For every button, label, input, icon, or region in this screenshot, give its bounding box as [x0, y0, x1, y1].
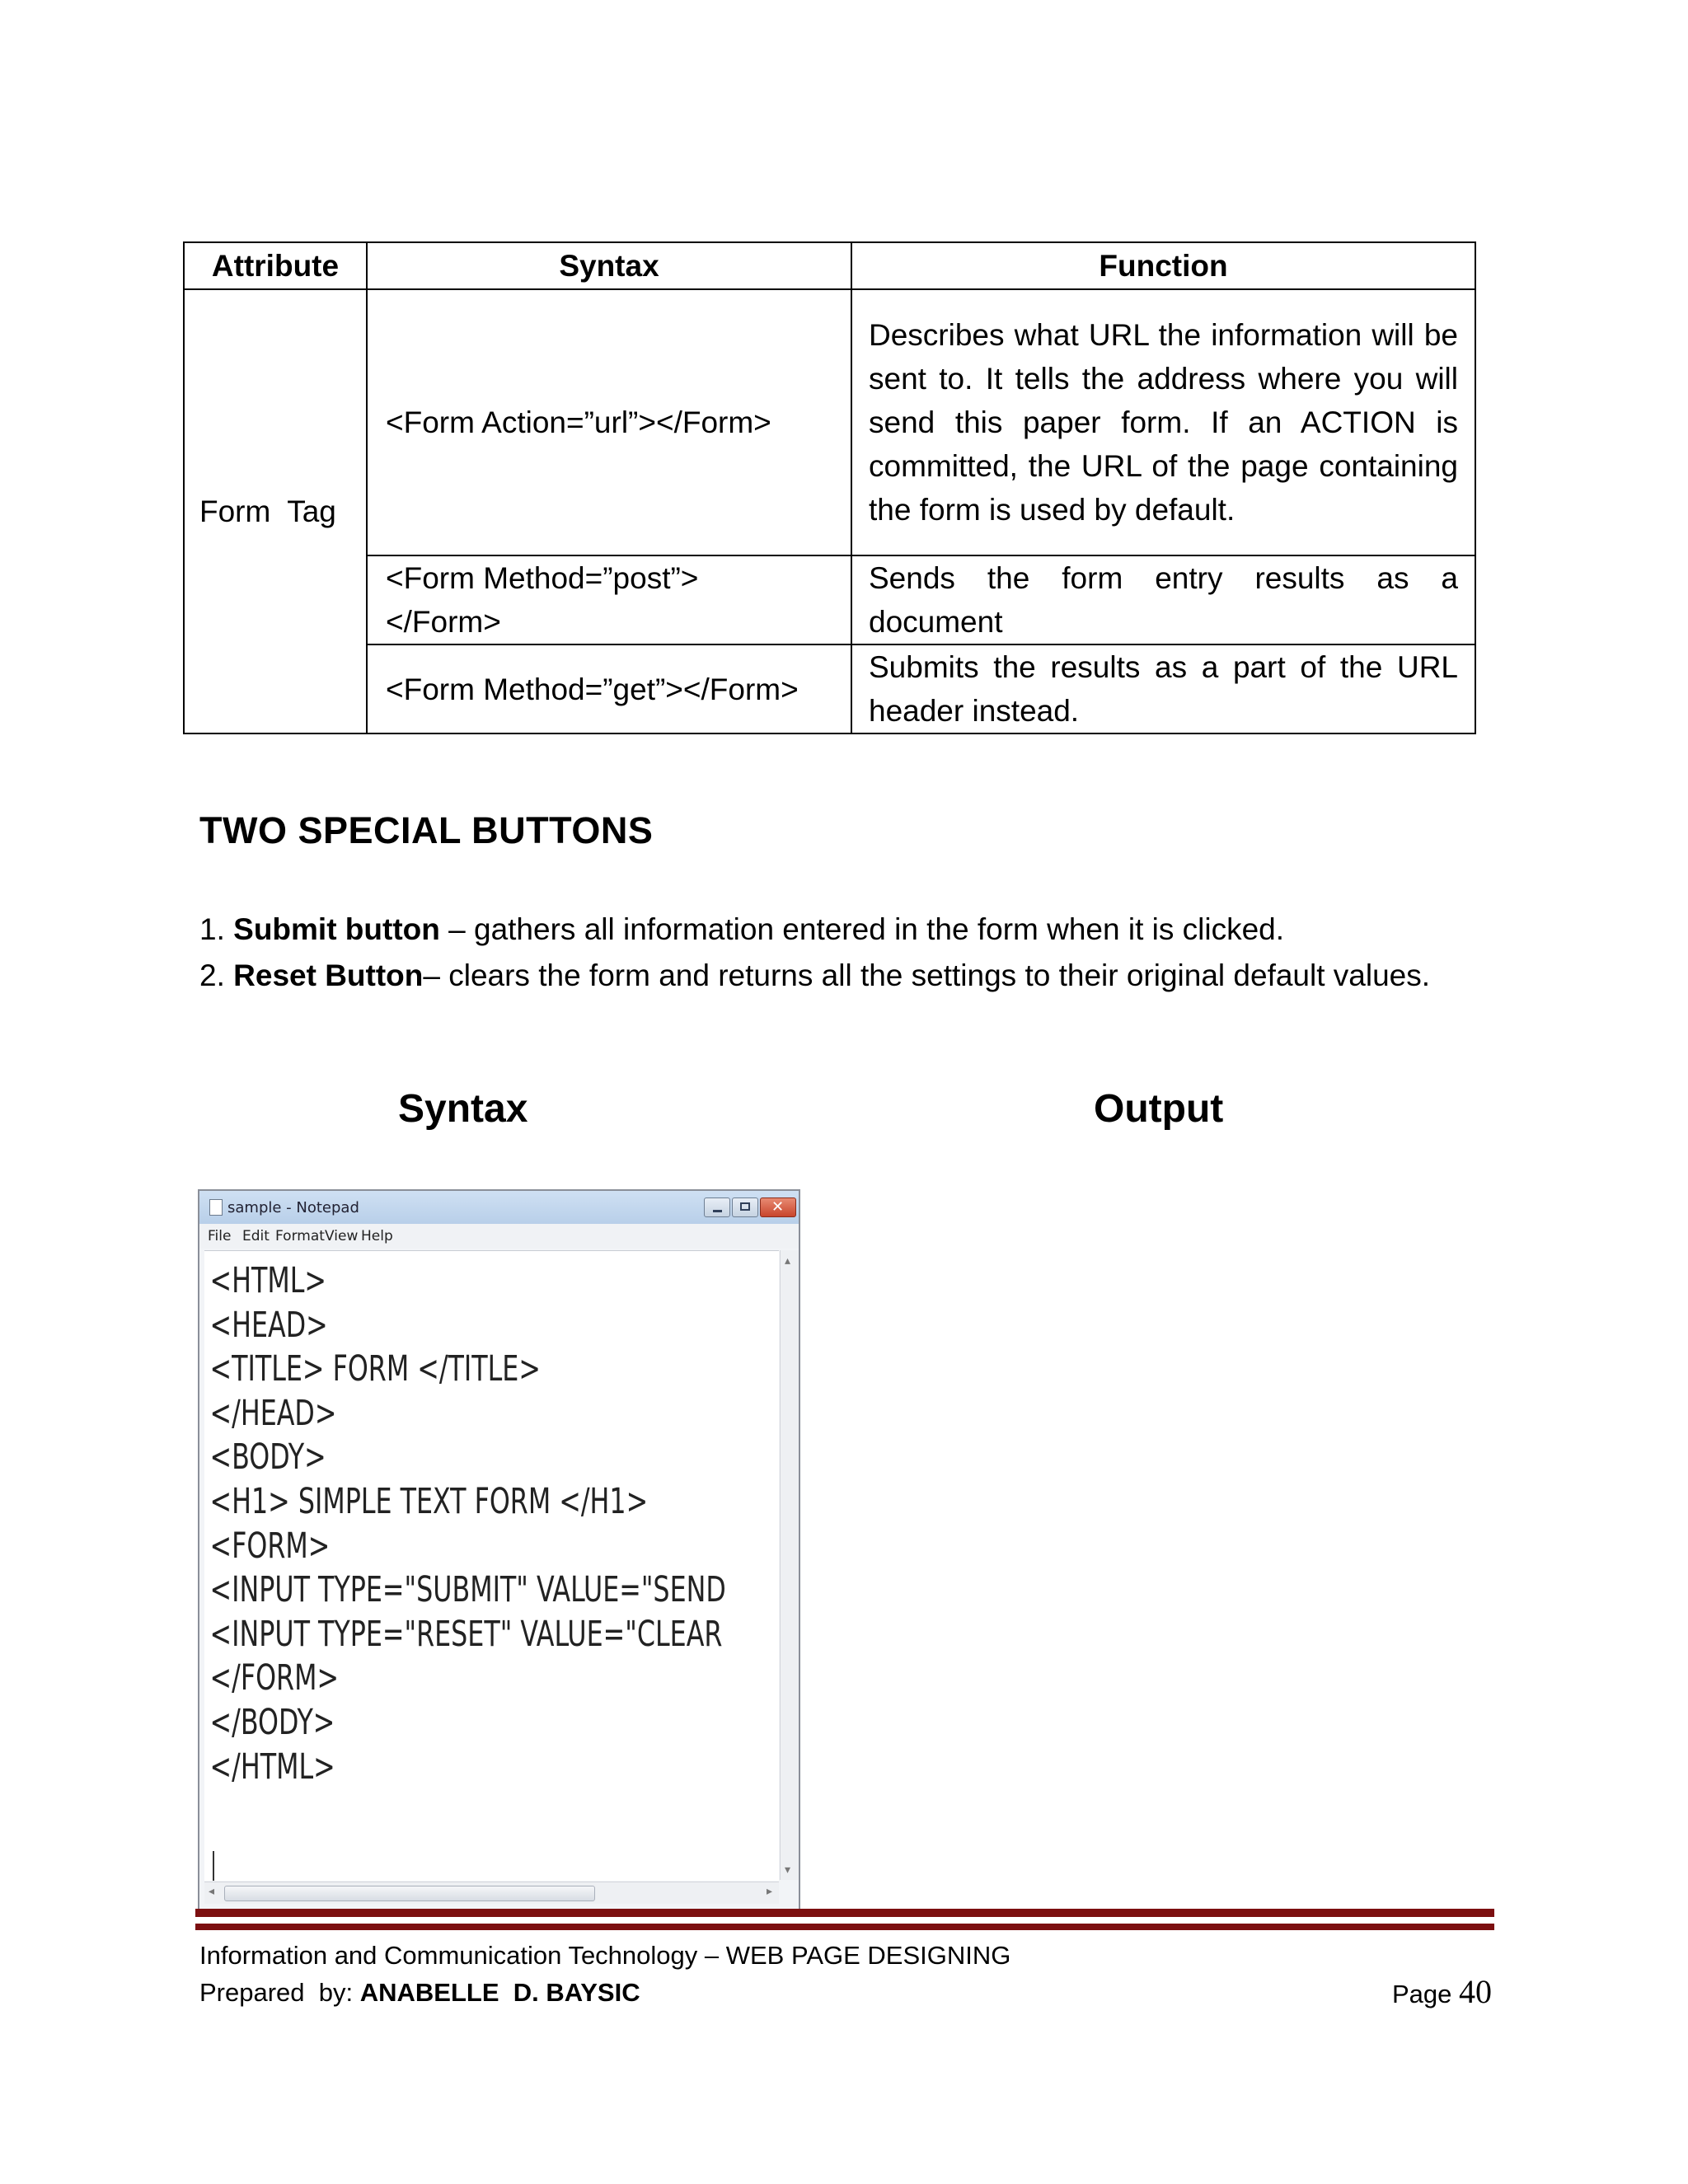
page-label: Page	[1391, 1980, 1459, 2008]
list-term: Submit button	[233, 912, 440, 946]
header-attribute: Attribute	[184, 242, 367, 289]
function-cell: Submits the results as a part of the URL header instead.	[851, 644, 1475, 733]
footer-rule-thick	[195, 1909, 1494, 1917]
table-header-row	[184, 242, 1475, 289]
maximize-icon	[732, 1197, 758, 1217]
buttons-list	[199, 907, 1491, 999]
table-row	[184, 644, 1475, 733]
list-number: 1.	[199, 912, 225, 946]
horizontal-scrollbar	[204, 1882, 779, 1904]
table-row	[184, 555, 1475, 644]
menu-format: Format	[275, 1228, 325, 1244]
list-item	[199, 907, 1491, 953]
page-indicator	[1392, 1972, 1492, 2011]
syntax-cell: <Form Method=”post”></Form>	[367, 555, 851, 644]
header-function: Function	[851, 242, 1475, 289]
output-column-heading: Output	[1094, 1087, 1224, 1131]
table-row	[184, 289, 1475, 555]
html-code: <HTML> <HEAD> <TITLE> FORM </TITLE> </HEAD> <BODY> <H1> SIMPLE TEXT FORM </H1> <FORM> <INPUT TYPE="SUBMIT" VALUE="SEND <INPUT TYPE="RESET" VALUE="CLEAR </FORM> </BODY> </HTML>	[209, 1260, 726, 1788]
list-description: – clears the form and returns all the settings to their original default values.	[423, 958, 1431, 992]
minimize-icon	[704, 1197, 730, 1217]
syntax-column-heading: Syntax	[398, 1087, 528, 1131]
vertical-scrollbar	[780, 1250, 799, 1880]
page-number: 40	[1459, 1973, 1492, 2010]
menu-view: View	[325, 1228, 359, 1244]
header-syntax: Syntax	[367, 242, 851, 289]
scrollbar-thumb	[224, 1886, 595, 1901]
function-cell: Describes what URL the information will be sent to. It tells the address where you will send this paper form. If an ACTION is committed, the URL of the page containing the form is used by default.	[851, 289, 1475, 555]
list-term: Reset Button	[233, 958, 424, 992]
text-caret	[213, 1851, 214, 1881]
footer-course: Information and Communication Technology – WEB PAGE DESIGNING	[199, 1941, 1011, 1970]
attribute-table	[183, 241, 1476, 734]
menu-edit: Edit	[242, 1228, 270, 1244]
syntax-cell: <Form Method=”get”></Form>	[367, 644, 851, 733]
list-description: – gathers all information entered in the form when it is clicked.	[439, 912, 1285, 946]
attribute-cell: Form Tag	[184, 289, 367, 733]
function-cell: Sends the form entry results as a document	[851, 555, 1475, 644]
menu-help: Help	[361, 1228, 393, 1244]
section-heading: TWO SPECIAL BUTTONS	[199, 809, 654, 851]
footer-prepared-by	[199, 1978, 640, 2008]
footer-rule-thin	[195, 1924, 1494, 1930]
syntax-cell: <Form Action=”url”></Form>	[367, 289, 851, 555]
notepad-text-area	[204, 1250, 779, 1881]
notepad-doc-icon	[209, 1199, 223, 1216]
list-number: 2.	[199, 958, 225, 992]
author-name: ANABELLE D. BAYSIC	[359, 1978, 640, 2007]
menu-file: File	[208, 1228, 232, 1244]
notepad-titlebar	[199, 1191, 799, 1224]
notepad-screenshot	[198, 1189, 800, 1916]
notepad-title: sample - Notepad	[227, 1199, 359, 1216]
list-item	[199, 953, 1491, 999]
close-icon	[760, 1197, 796, 1217]
notepad-menubar	[199, 1224, 799, 1249]
prepared-label: Prepared by:	[199, 1978, 360, 2007]
